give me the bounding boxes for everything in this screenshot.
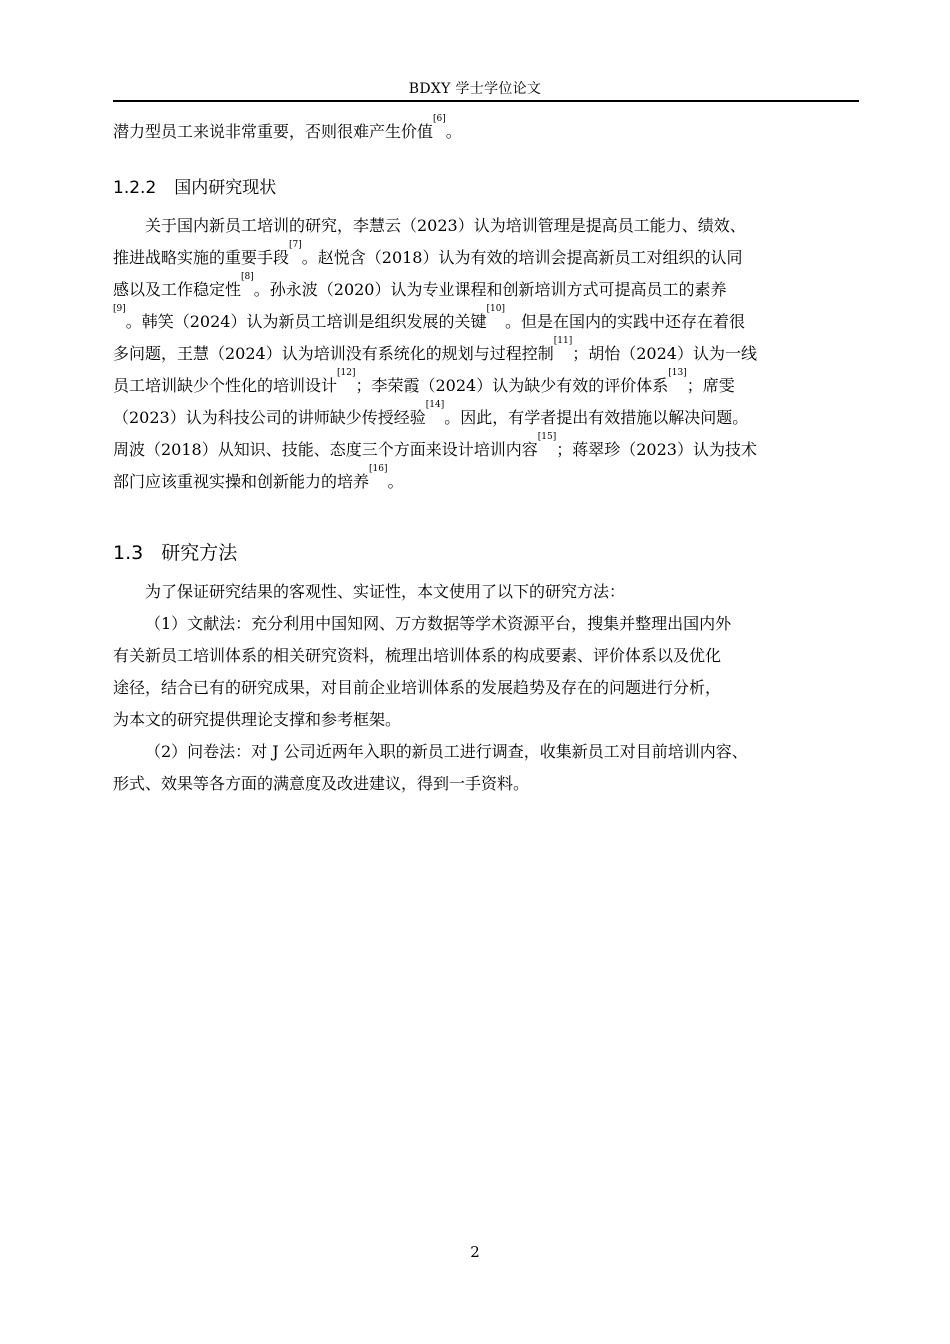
citation: [11] (553, 336, 573, 346)
section-heading-1-3 (113, 538, 237, 565)
text-run: 。 (445, 122, 462, 141)
citation: [9] (113, 304, 126, 314)
paragraph-line: 为本文的研究提供理论支撑和参考框架。 (113, 710, 402, 729)
section-title: 国内研究现状 (174, 178, 277, 198)
citation: [8] (241, 272, 254, 282)
paragraph-line: 有关新员工培训体系的相关研究资料，梳理出培训体系的构成要素、评价体系以及优化 (113, 646, 722, 665)
paragraph-line: （1）文献法：充分利用中国知网、万方数据等学术资源平台，搜集并整理出国内外 (145, 614, 732, 633)
text-run: ；李荣霞（2024）认为缺少有效的评价体系 (355, 376, 669, 395)
header-title: BDXY 学士学位论文 (408, 81, 542, 97)
paragraph-line (113, 240, 865, 268)
text-run: 。但是在国内的实践中还存在着很 (504, 312, 745, 331)
paragraph-line: 途径，结合已有的研究成果，对目前企业培训体系的发展趋势及存在的问题进行分析， (113, 678, 722, 697)
text-run: 。赵悦含（2018）认为有效的培训会提高新员工对组织的认同 (301, 248, 743, 267)
text-run: 部门应该重视实操和创新能力的培养 (113, 472, 370, 491)
citation: [7] (289, 240, 302, 250)
citation: [10] (486, 304, 505, 314)
text-run: （2023）认为科技公司的讲师缺少传授经验 (113, 408, 426, 427)
paragraph-line (113, 432, 865, 460)
section-number: 1.2.2 (113, 178, 157, 198)
paragraph-line (113, 368, 865, 396)
text-run: 。韩笑（2024）认为新员工培训是组织发展的关键 (125, 312, 487, 331)
section-title: 研究方法 (161, 542, 238, 564)
text-run: 关于国内新员工培训的研究，李慧云（2023）认为培训管理是提高员工能力、绩效、 (145, 216, 746, 235)
text-run: 。 (387, 472, 404, 491)
citation: [13] (668, 368, 687, 378)
citation: [12] (337, 368, 356, 378)
text-run: 多问题，王慧（2024）认为培训没有系统化的规划与过程控制 (113, 344, 554, 363)
section-number: 1.3 (113, 542, 144, 564)
section-heading-1-2-2 (113, 173, 276, 198)
paragraph-line: 形式、效果等各方面的满意度及改进建议，得到一手资料。 (113, 774, 530, 793)
text-run: 推进战略实施的重要手段 (113, 248, 290, 267)
text-run: 。孙永波（2020）认为专业课程和创新培训方式可提高员工的素养 (253, 280, 727, 299)
paragraph-line (113, 400, 865, 428)
citation: [15] (537, 432, 557, 442)
text-run: 。因此，有学者提出有效措施以解决问题。 (444, 408, 749, 427)
paragraph-line (145, 216, 865, 236)
text-run: ；蒋翠珍（2023）认为技术 (556, 440, 757, 459)
header-rule (113, 100, 859, 102)
text-run: 员工培训缺少个性化的培训设计 (113, 376, 338, 395)
paragraph-line (113, 272, 865, 300)
text-run: 潜力型员工来说非常重要，否则很难产生价值 (113, 122, 434, 141)
paragraph-line (113, 464, 865, 492)
paragraph-line: （2）问卷法：对 J 公司近两年入职的新员工进行调查，收集新员工对目前培训内容、 (145, 742, 748, 761)
text-run: ；胡怡（2024）认为一线 (572, 344, 757, 363)
paragraph-line: 为了保证研究结果的客观性、实证性，本文使用了以下的研究方法： (145, 582, 626, 601)
text-run: ；席雯 (686, 376, 735, 395)
citation: [14] (425, 400, 445, 410)
citation: [16] (369, 464, 388, 474)
paragraph-line (113, 336, 865, 364)
text-run: 周波（2018）从知识、技能、态度三个方面来设计培训内容 (113, 440, 538, 459)
citation: [6] (433, 114, 446, 124)
text-run: 感以及工作稳定性 (113, 280, 242, 299)
paragraph-line (113, 114, 865, 142)
page-number: 2 (470, 1243, 480, 1261)
paragraph-line (113, 304, 865, 332)
